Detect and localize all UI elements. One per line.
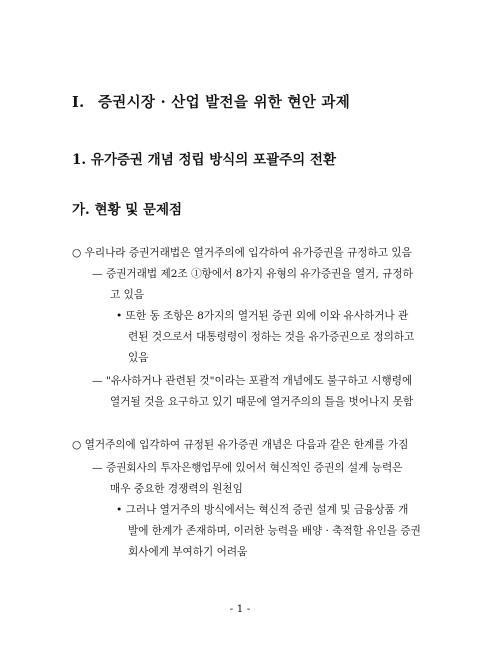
circle-item-1: ○ 우리나라 증권거래법은 열거주의에 입각하여 유가증권을 규정하고 있음 — [72, 247, 412, 259]
bullet-item-2-cont: 발에 한계가 존재하며, 이러한 능력을 배양 · 축적할 유인을 증권 — [128, 525, 421, 537]
bullet-item-2: • 그러나 열거주의 방식에서는 혁신적 증권 설계 및 금융상품 개 — [116, 504, 409, 516]
section-number: I. — [72, 94, 85, 111]
dash-item-3: — 증권회사의 투자은행업무에 있어서 혁신적인 증권의 설계 능력은 — [92, 462, 403, 474]
section-title: 증권시장 · 산업 발전을 위한 현안 과제 — [98, 94, 351, 111]
sub-subsection-heading: 가. 현황 및 문제점 — [72, 202, 183, 218]
page-number: - 1 - — [229, 603, 251, 615]
dash-item-2: — "유사하거나 관련된 것"이라는 포괄적 개념에도 불구하고 시행령에 — [92, 375, 413, 387]
dash-item-3-cont: 매우 중요한 경쟁력의 원천임 — [110, 483, 243, 495]
subsection-heading: 1. 유가증권 개념 정립 방식의 포괄주의 전환 — [72, 152, 336, 168]
bullet-item-1-cont2: 있음 — [128, 352, 149, 364]
bullet-item-2-cont2: 회사에게 부여하기 어려움 — [128, 546, 248, 558]
circle-item-2: ○ 열거주의에 입각하여 규정된 유가증권 개념은 다음과 같은 한계를 가짐 — [72, 439, 409, 451]
dash-item-2-cont: 열거될 것을 요구하고 있기 때문에 열거주의의 틀을 벗어나지 못함 — [110, 396, 414, 408]
section-heading — [72, 91, 350, 112]
dash-item-1: — 증권거래법 제2조 ①항에서 8가지 유형의 유가증권을 열거, 규정하 — [92, 268, 413, 280]
dash-item-1-cont: 고 있음 — [110, 289, 145, 301]
bullet-item-1: • 또한 동 조항은 8가지의 열거된 증권 외에 이와 유사하거나 관 — [116, 310, 409, 322]
bullet-item-1-cont: 련된 것으로서 대통령령이 정하는 것을 유가증권으로 정의하고 — [128, 331, 415, 343]
